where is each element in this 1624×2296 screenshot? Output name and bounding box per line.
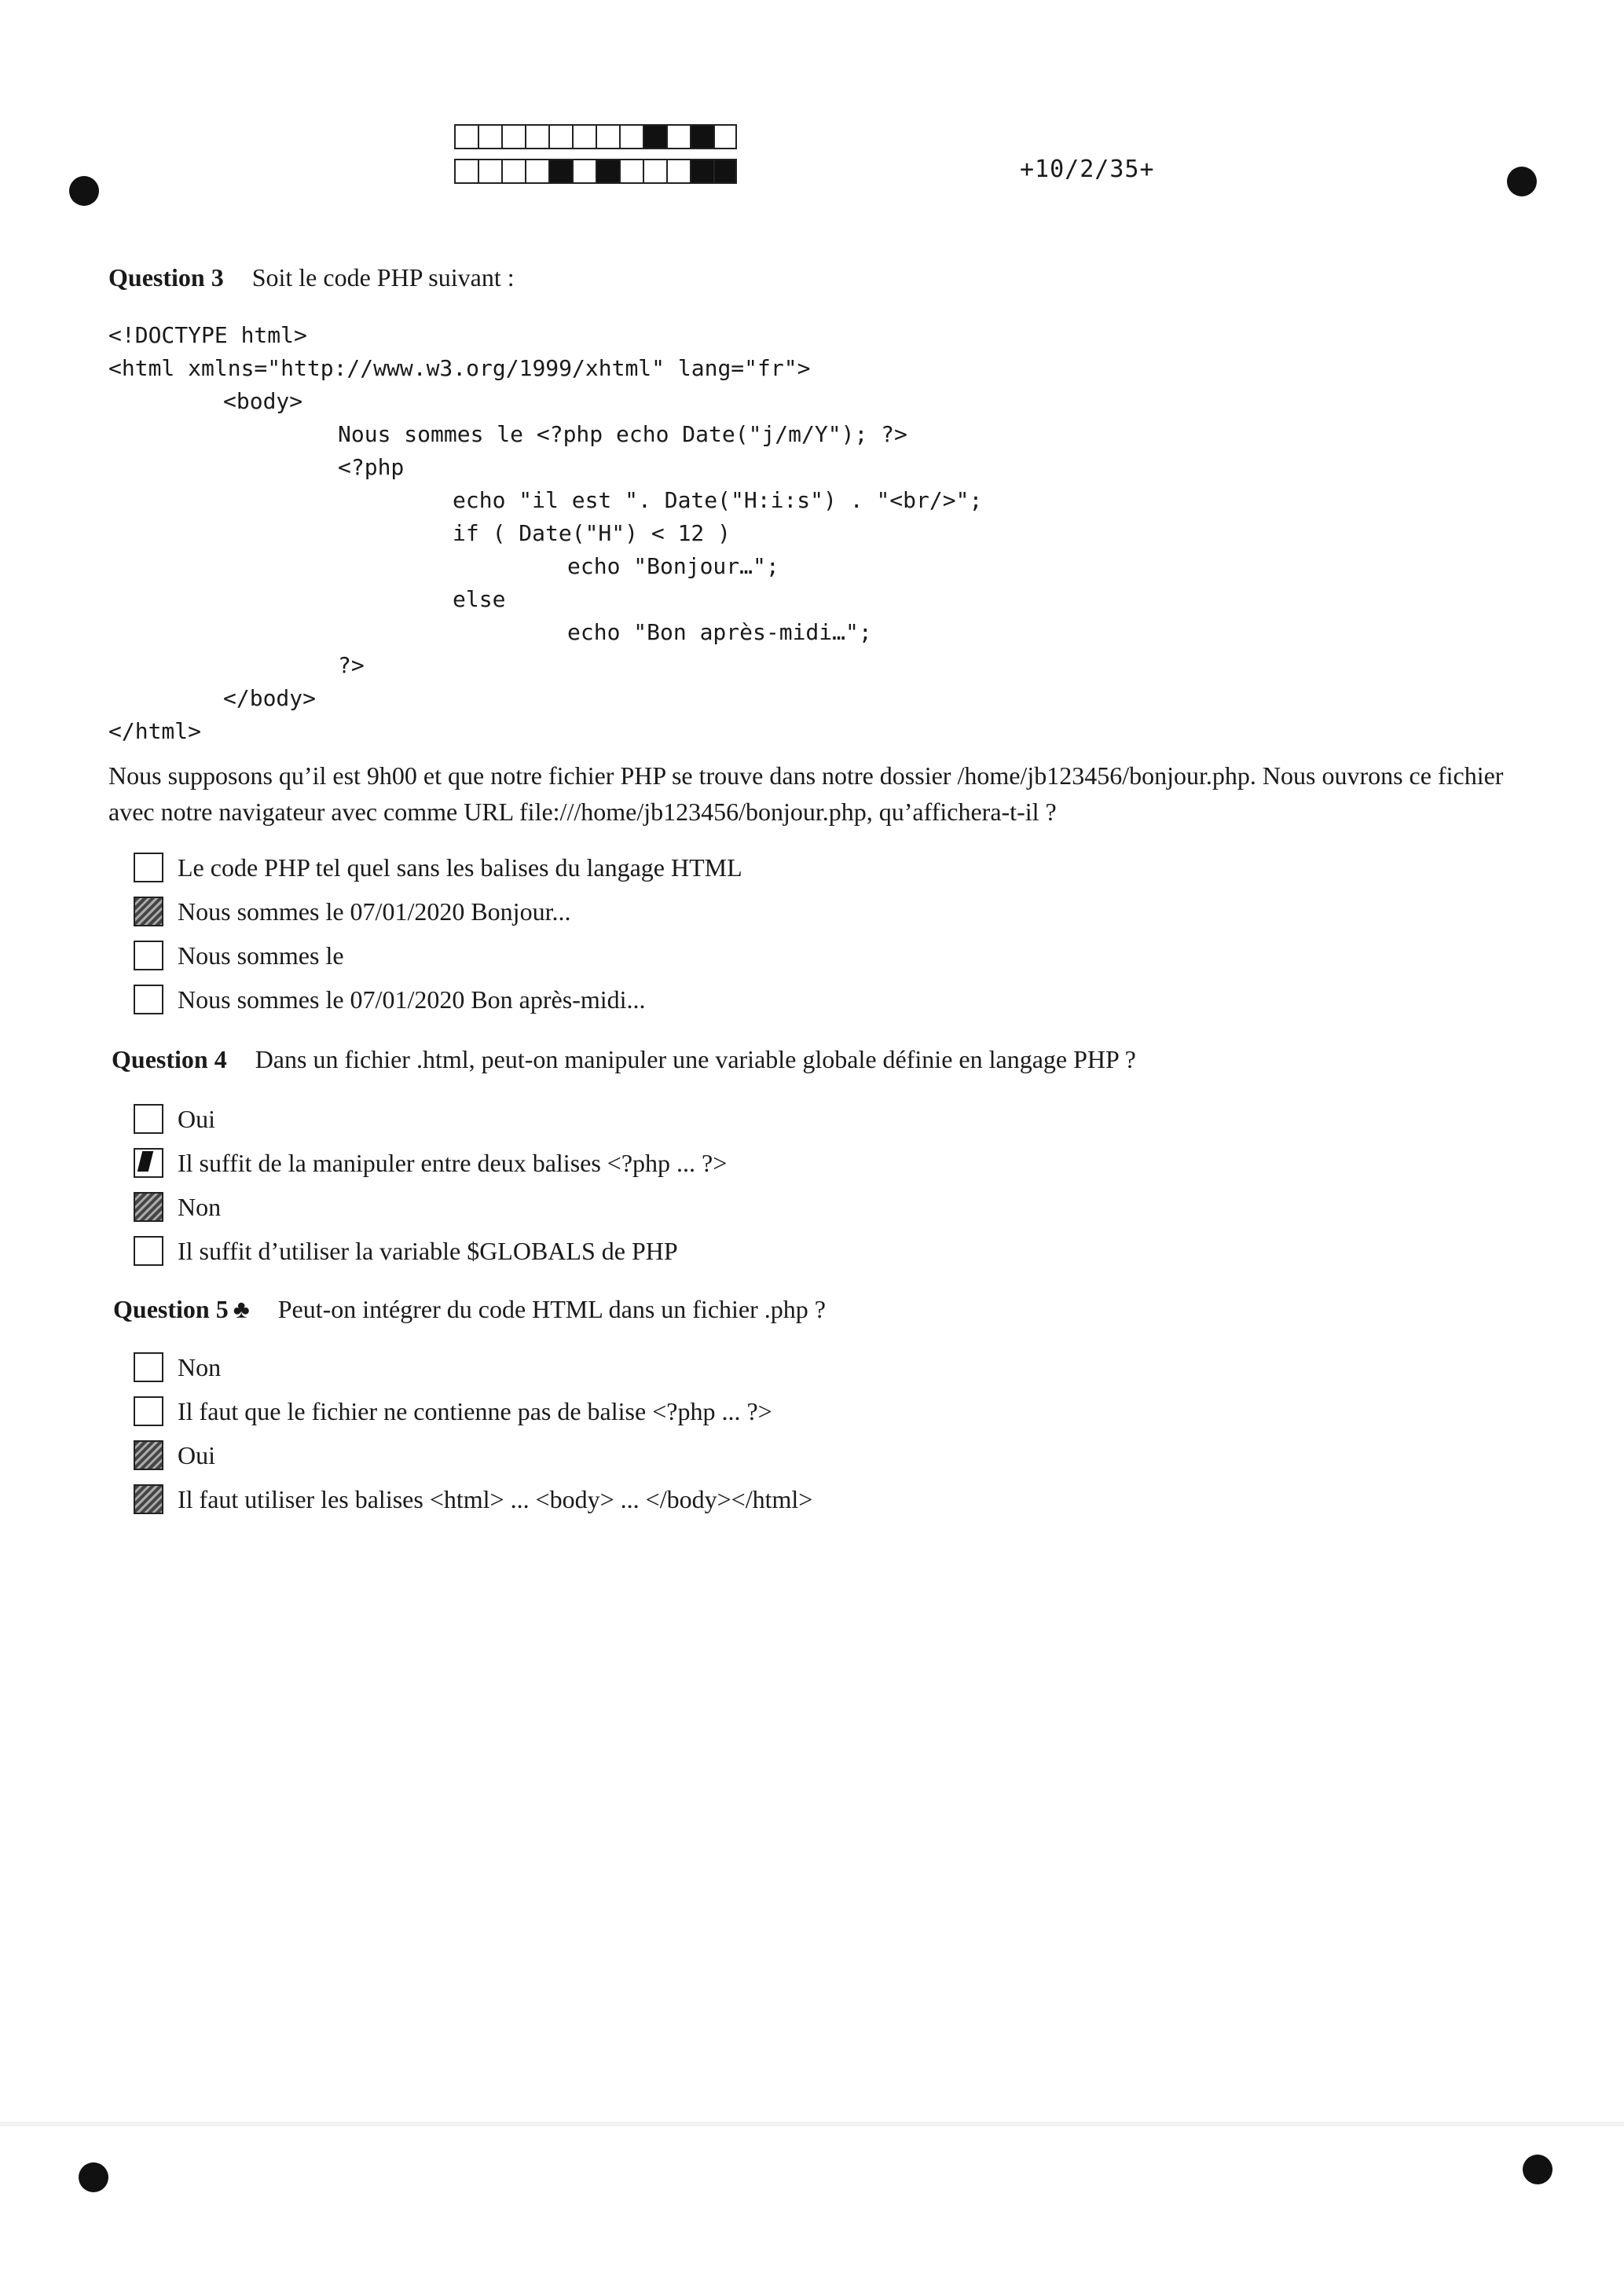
answer-checkbox[interactable] xyxy=(134,941,163,970)
code-line: </html> xyxy=(108,718,202,744)
barcode-cell xyxy=(525,159,548,184)
answer-label: Nous sommes le 07/01/2020 Bon après-midi... xyxy=(178,985,646,1014)
code-line: <html xmlns="http://www.w3.org/1999/xhtml" lang="fr"> xyxy=(108,355,811,381)
answer-option[interactable] xyxy=(134,1345,812,1389)
answer-checkbox[interactable] xyxy=(134,853,163,882)
answer-option[interactable] xyxy=(134,1097,727,1141)
answer-option[interactable] xyxy=(134,1433,812,1477)
barcode-cell xyxy=(454,159,478,184)
barcode-cell xyxy=(643,159,666,184)
question-3-statement: Nous supposons qu’il est 9h00 et que notre fichier PHP se trouve dans notre dossier /home/jb123456/bonjour.php. Nous ouvrons ce fichier avec notre navigateur avec comme URL file:///home/jb123456/bonjour.php, qu’affichera-t-il ? xyxy=(108,761,1504,826)
code-line: <body> xyxy=(223,388,303,414)
answer-checkbox[interactable] xyxy=(134,1396,163,1426)
answer-label: Il suffit de la manipuler entre deux balises <?php ... ?> xyxy=(178,1148,728,1177)
code-line: <!DOCTYPE html> xyxy=(108,322,307,348)
answer-label: Oui xyxy=(178,1104,215,1133)
registration-mark-top-right xyxy=(1507,167,1537,196)
answer-label: Il faut utiliser les balises <html> ... <body> ... </body></html> xyxy=(178,1484,813,1513)
code-line: </body> xyxy=(223,685,317,711)
question-4-heading xyxy=(112,1045,1136,1074)
barcode-cell xyxy=(478,124,501,149)
barcode-cell xyxy=(713,159,737,184)
question-3-heading xyxy=(108,263,515,292)
barcode-cell xyxy=(501,159,525,184)
question-label: Question 3 xyxy=(108,263,224,292)
answer-option[interactable] xyxy=(134,1185,727,1229)
code-line: <?php xyxy=(338,454,405,480)
barcode-cell xyxy=(666,124,690,149)
scan-shade xyxy=(0,2122,1624,2126)
answer-checkbox[interactable] xyxy=(134,1484,163,1514)
barcode-cell xyxy=(596,159,619,184)
barcode-cell xyxy=(525,124,548,149)
barcode-row-1 xyxy=(454,124,737,149)
code-line: echo "Bonjour…"; xyxy=(567,553,779,579)
registration-mark-top-left xyxy=(69,176,99,206)
answer-checkbox[interactable] xyxy=(134,1352,163,1382)
question-text: Peut-on intégrer du code HTML dans un fichier .php ? xyxy=(277,1295,826,1323)
barcode-cell xyxy=(713,124,737,149)
question-text: Soit le code PHP suivant : xyxy=(251,263,515,292)
answer-label: Il suffit d’utiliser la variable $GLOBALS de PHP xyxy=(178,1236,678,1265)
answer-label: Il faut que le fichier ne contienne pas de balise <?php ... ?> xyxy=(178,1396,772,1425)
answer-checkbox[interactable] xyxy=(134,1148,163,1178)
barcode-cell xyxy=(548,159,572,184)
barcode-cell xyxy=(619,124,643,149)
answer-option[interactable] xyxy=(134,1477,812,1521)
answer-label: Non xyxy=(178,1352,222,1381)
question-5-options xyxy=(134,1345,812,1521)
answer-checkbox[interactable] xyxy=(134,1192,163,1222)
barcode-cell xyxy=(619,159,643,184)
answer-label: Oui xyxy=(178,1440,215,1469)
barcode-cell xyxy=(454,124,478,149)
answer-option[interactable] xyxy=(134,845,742,889)
code-line: echo "Bon après-midi…"; xyxy=(567,619,872,645)
barcode-cell xyxy=(572,159,596,184)
answer-label: Nous sommes le xyxy=(178,941,344,970)
answer-label: Le code PHP tel quel sans les balises du langage HTML xyxy=(178,853,742,882)
barcode-cell xyxy=(501,124,525,149)
answer-option[interactable] xyxy=(134,1389,812,1433)
code-line: Nous sommes le <?php echo Date("j/m/Y"); ?> xyxy=(338,421,907,447)
php-code-block xyxy=(108,319,982,748)
answer-checkbox[interactable] xyxy=(134,985,163,1014)
answer-option[interactable] xyxy=(134,977,742,1021)
barcode-cell xyxy=(596,124,619,149)
barcode-row-2 xyxy=(454,159,737,184)
page-id: +10/2/35+ xyxy=(1020,156,1155,183)
question-5-heading xyxy=(113,1295,826,1324)
barcode-cell xyxy=(548,124,572,149)
answer-option[interactable] xyxy=(134,1229,727,1273)
code-line: if ( Date("H") < 12 ) xyxy=(453,520,731,546)
question-3-options xyxy=(134,845,742,1021)
code-line: echo "il est ". Date("H:i:s") . "<br/>"; xyxy=(453,487,983,513)
barcode-cell xyxy=(478,159,501,184)
barcode-cell xyxy=(690,159,713,184)
answer-label: Nous sommes le 07/01/2020 Bonjour... xyxy=(178,897,571,926)
barcode-cell xyxy=(572,124,596,149)
answer-checkbox[interactable] xyxy=(134,897,163,926)
registration-mark-bottom-right xyxy=(1523,2155,1553,2184)
question-4-options xyxy=(134,1097,727,1273)
club-icon: ♣ xyxy=(233,1295,250,1323)
question-text: Dans un fichier .html, peut-on manipuler une variable globale définie en langage PHP ? xyxy=(255,1045,1136,1073)
question-label-text: Question 5 xyxy=(113,1295,229,1323)
answer-label: Non xyxy=(178,1192,222,1221)
answer-checkbox[interactable] xyxy=(134,1440,163,1470)
answer-checkbox[interactable] xyxy=(134,1236,163,1266)
barcode-cell xyxy=(643,124,666,149)
answer-option[interactable] xyxy=(134,933,742,977)
code-line: ?> xyxy=(338,652,365,678)
code-line: else xyxy=(453,586,506,612)
barcode-cell xyxy=(690,124,713,149)
answer-option[interactable] xyxy=(134,1141,727,1185)
question-label xyxy=(113,1295,250,1323)
question-label: Question 4 xyxy=(112,1045,227,1073)
answer-option[interactable] xyxy=(134,889,742,933)
answer-checkbox[interactable] xyxy=(134,1104,163,1134)
registration-mark-bottom-left xyxy=(79,2162,108,2192)
barcode-cell xyxy=(666,159,690,184)
